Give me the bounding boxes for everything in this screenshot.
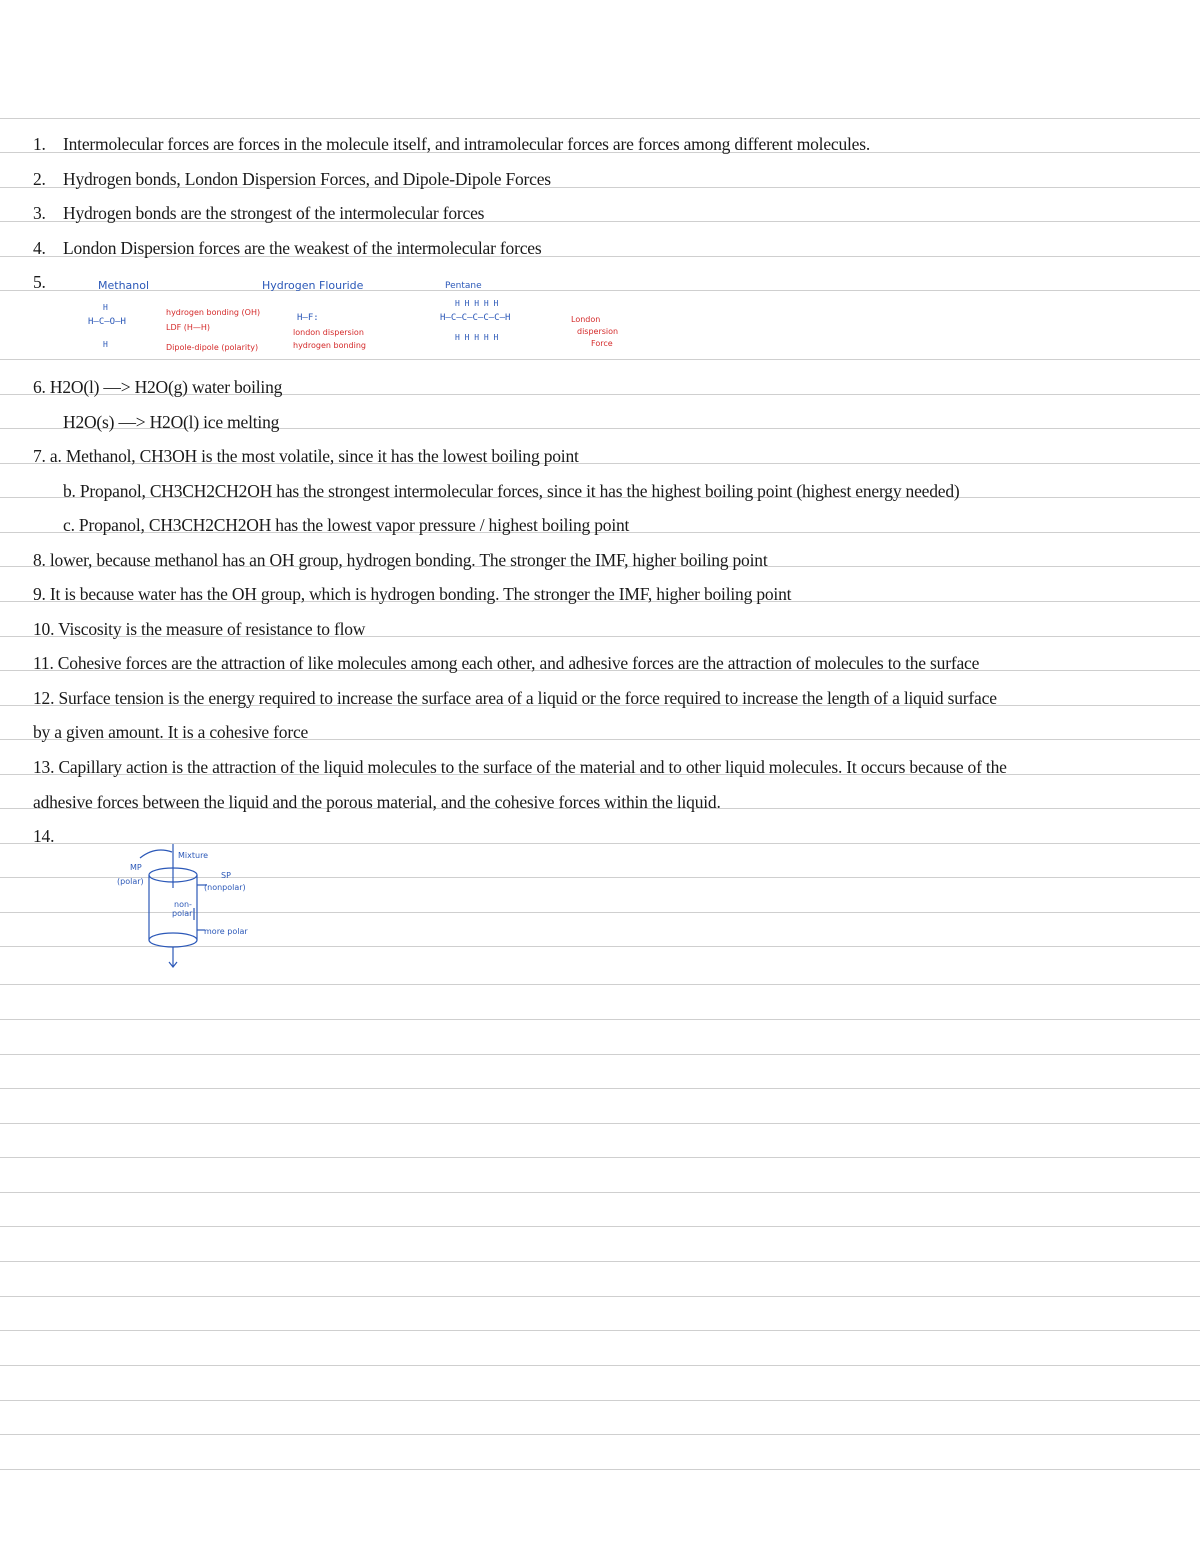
notebook-rule-line: [0, 1192, 1200, 1193]
notebook-rule-line: [0, 1019, 1200, 1020]
answer-text: London Dispersion forces are the weakest of the intermolecular forces: [63, 238, 542, 258]
notebook-rule-line: [0, 1157, 1200, 1158]
answer-11: 11. Cohesive forces are the attraction of like molecules among each other, and adhesive forces are the attraction of molecules to the surface: [33, 653, 980, 673]
methanol-top-h: H: [103, 303, 108, 312]
answer-3: [33, 203, 484, 223]
hf-note-2: hydrogen bonding: [293, 341, 366, 350]
answer-13-line-1: 13. Capillary action is the attraction of the liquid molecules to the surface of the material and to other liquid molecules. It occurs because of the: [33, 757, 1007, 777]
answer-7c: c. Propanol, CH3CH2CH2OH has the lowest vapor pressure / highest boiling point: [63, 515, 630, 535]
notebook-rule-line: [0, 1469, 1200, 1470]
notebook-rule-line: [0, 118, 1200, 119]
hf-title: Hydrogen Flouride: [262, 279, 364, 292]
pentane-top-h: H H H H H: [455, 299, 499, 308]
label-sp: SP: [221, 871, 231, 880]
notebook-rule-line: [0, 1088, 1200, 1089]
answer-text: Intermolecular forces are forces in the molecule itself, and intramolecular forces are forces among different molecules.: [63, 134, 871, 154]
answer-number: 4.: [33, 238, 46, 258]
answer-9: 9. It is because water has the OH group, which is hydrogen bonding. The stronger the IMF, higher boiling point: [33, 584, 792, 604]
answer-2: [33, 169, 551, 189]
answer-12-line-1: 12. Surface tension is the energy required to increase the surface area of a liquid or the force required to increase the length of a liquid surface: [33, 688, 997, 708]
answer-8: 8. lower, because methanol has an OH group, hydrogen bonding. The stronger the IMF, higher boiling point: [33, 550, 768, 570]
answer-12-line-2: by a given amount. It is a cohesive force: [33, 722, 309, 742]
methanol-title: Methanol: [98, 279, 150, 292]
notebook-rule-line: [0, 290, 1200, 291]
answer-text: Hydrogen bonds, London Dispersion Forces, and Dipole-Dipole Forces: [63, 169, 551, 189]
label-sp-nonpolar: (nonpolar): [204, 883, 246, 892]
notebook-rule-line: [0, 1365, 1200, 1366]
answer-4: [33, 238, 541, 258]
answer-5: [33, 272, 63, 292]
answer-14: 14.: [33, 826, 55, 846]
notebook-rule-line: [0, 1226, 1200, 1227]
methanol-note-3: Dipole-dipole (polarity): [166, 343, 259, 352]
notebook-rule-line: [0, 1434, 1200, 1435]
notebook-rule-line: [0, 1400, 1200, 1401]
notebook-rule-line: [0, 1330, 1200, 1331]
answer-1: [33, 134, 870, 154]
answer-6-line-2: H2O(s) —> H2O(l) ice melting: [63, 412, 280, 432]
answer-number: 2.: [33, 169, 46, 189]
answer-number: 5.: [33, 272, 46, 292]
answer-7a: 7. a. Methanol, CH3OH is the most volatile, since it has the lowest boiling point: [33, 446, 579, 466]
label-non: non-: [174, 900, 192, 909]
label-mp-polar: (polar): [117, 877, 144, 886]
methanol-structure: H—C—O—H: [88, 317, 126, 327]
pentane-structure: H—C—C—C—C—C—H: [440, 313, 511, 323]
methanol-bottom-h: H: [103, 340, 108, 349]
answer-6-line-1: 6. H2O(l) —> H2O(g) water boiling: [33, 377, 283, 397]
label-polar: polar: [172, 909, 193, 918]
pentane-bottom-h: H H H H H: [455, 333, 499, 342]
notebook-rule-line: [0, 1296, 1200, 1297]
pentane-note-3: Force: [591, 339, 613, 348]
notebook-rule-line: [0, 984, 1200, 985]
notebook-rule-line: [0, 1123, 1200, 1124]
notebook-rule-line: [0, 359, 1200, 360]
methanol-note-2: LDF (H—H): [166, 323, 211, 332]
pentane-note-2: dispersion: [577, 327, 619, 336]
answer-7b: b. Propanol, CH3CH2CH2OH has the strongest intermolecular forces, since it has the highest boiling point (highest energy needed): [63, 481, 960, 501]
methanol-note-1: hydrogen bonding (OH): [166, 308, 261, 317]
notebook-rule-line: [0, 1054, 1200, 1055]
answer-number: 1.: [33, 134, 46, 154]
pentane-title: Pentane: [445, 281, 482, 291]
answer-13-line-2: adhesive forces between the liquid and the porous material, and the cohesive forces within the liquid.: [33, 792, 721, 812]
answer-10: 10. Viscosity is the measure of resistance to flow: [33, 619, 366, 639]
label-more-polar: more polar: [204, 927, 248, 936]
answer-text: Hydrogen bonds are the strongest of the intermolecular forces: [63, 203, 485, 223]
label-mp: MP: [130, 863, 142, 872]
pentane-note-1: London: [571, 315, 601, 324]
answer-number: 3.: [33, 203, 46, 223]
label-mixture: Mixture: [178, 851, 209, 860]
hf-structure: H—F:: [297, 313, 319, 323]
notebook-rule-line: [0, 1261, 1200, 1262]
hf-note-1: london dispersion: [293, 328, 364, 337]
